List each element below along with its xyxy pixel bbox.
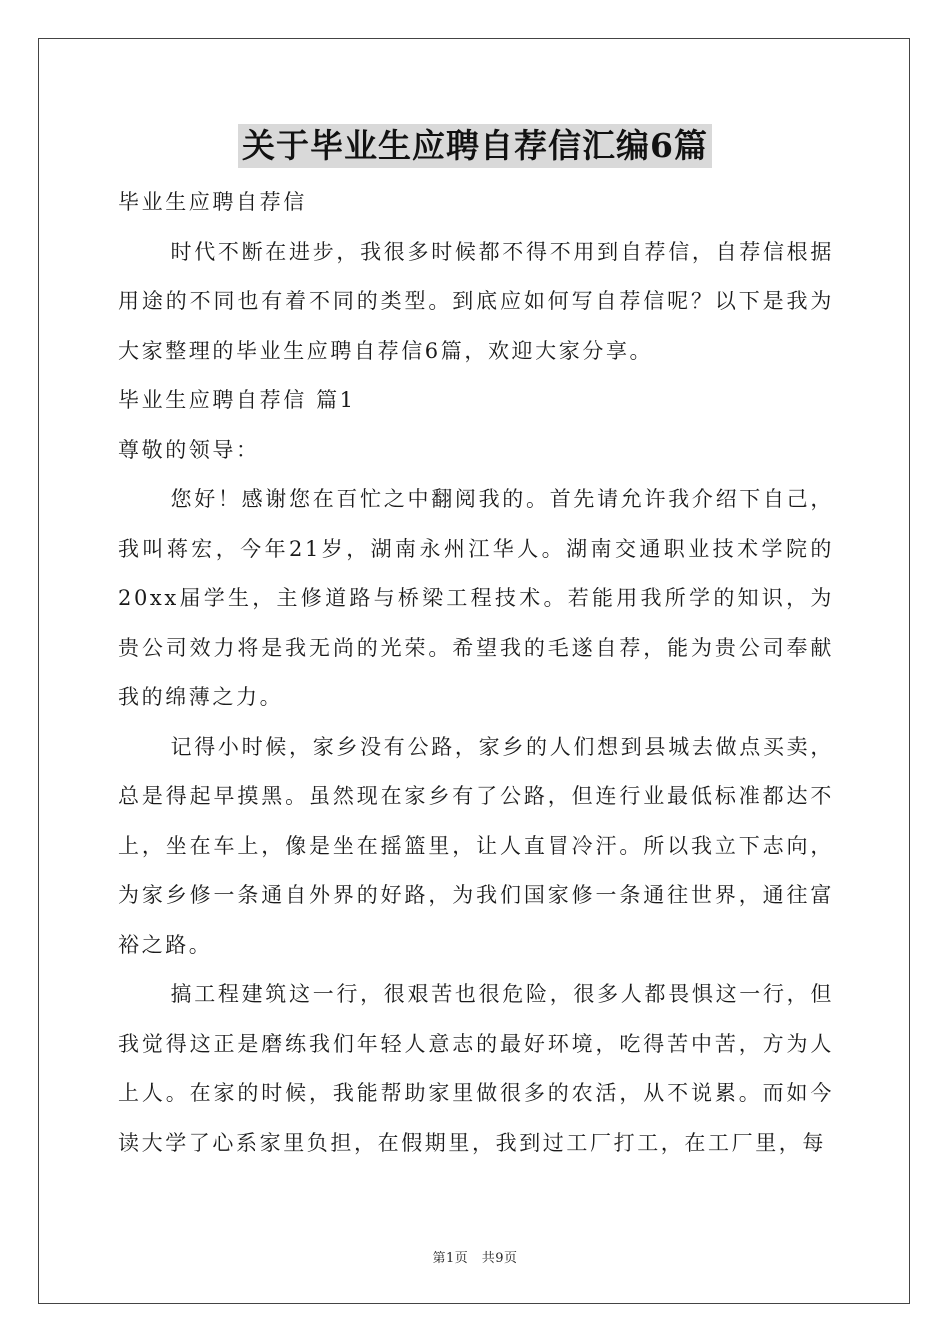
paragraph: 记得小时候，家乡没有公路，家乡的人们想到县城去做点买卖，总是得起早摸黑。虽然现在家乡有了公路，但连行业最低标准都达不上，坐在车上，像是坐在摇篮里，让人直冒冷汗。所以我立下志向，为家乡修一条通自外界的好路，为我们国家修一条通往世界，通往富裕之路。 [118, 734, 834, 957]
paragraph: 毕业生应聘自荐信 [118, 190, 307, 214]
title-container [0, 124, 950, 168]
page-number-footer: 第1页 共9页 [432, 1251, 518, 1266]
paragraph: 毕业生应聘自荐信 篇1 [118, 388, 356, 412]
paragraph: 时代不断在进步，我很多时候都不得不用到自荐信，自荐信根据用途的不同也有着不同的类型。到底应如何写自荐信呢？以下是我为大家整理的毕业生应聘自荐信6篇，欢迎大家分享。 [118, 239, 834, 363]
paragraph: 您好！感谢您在百忙之中翻阅我的。首先请允许我介绍下自己，我叫蒋宏，今年21岁，湖南永州江华人。湖南交通职业技术学院的20xx届学生，主修道路与桥梁工程技术。若能用我所学的知识，为贵公司效力将是我无尚的光荣。希望我的毛遂自荐，能为贵公司奉献我的绵薄之力。 [118, 487, 834, 709]
document-title: 关于毕业生应聘自荐信汇编6篇 [238, 124, 712, 168]
paragraph: 尊敬的领导： [118, 437, 260, 462]
paragraph: 搞工程建筑这一行，很艰苦也很危险，很多人都畏惧这一行，但我觉得这正是磨练我们年轻人意志的最好环境，吃得苦中苦，方为人上人。在家的时候，我能帮助家里做很多的农活，从不说累。而如今读大学了心系家里负担，在假期里，我到过工厂打工，在工厂里，每 [118, 982, 834, 1155]
document-body [118, 178, 834, 1168]
